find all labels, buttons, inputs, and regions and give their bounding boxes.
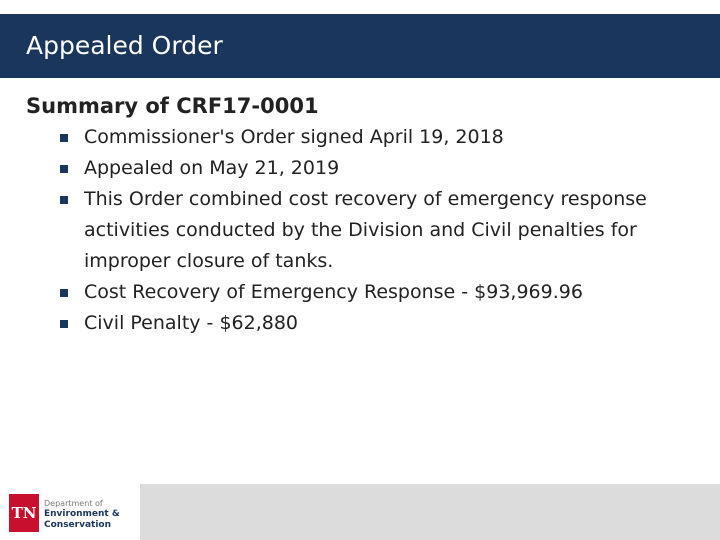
bullet-item <box>60 308 696 339</box>
summary-heading: Summary of CRF17-0001 <box>26 94 319 118</box>
bullet-text: This Order combined cost recovery of emergency response activities conducted by the Division and Civil penalties for improper closure of tanks. <box>84 188 647 272</box>
logo-wordmark <box>44 499 138 531</box>
square-bullet-icon <box>60 134 68 142</box>
slide-body <box>26 90 696 339</box>
bullet-item <box>60 153 696 184</box>
bullet-item <box>60 277 696 308</box>
title-bar <box>0 14 720 78</box>
bullet-list <box>26 122 696 339</box>
square-bullet-icon <box>60 320 68 328</box>
bullet-item <box>60 122 696 153</box>
square-bullet-icon <box>60 289 68 297</box>
square-bullet-icon <box>60 196 68 204</box>
logo-conservation-text: Conservation <box>44 520 112 530</box>
bullet-text: Appealed on May 21, 2019 <box>84 157 340 179</box>
logo-environment-text: Environment & <box>44 509 120 519</box>
bullet-text: Civil Penalty - $62,880 <box>84 312 299 334</box>
bullet-text: Cost Recovery of Emergency Response - $93,969.96 <box>84 281 583 303</box>
logo-dept-text: Department of <box>44 499 103 508</box>
tn-badge-icon: TN <box>9 494 39 532</box>
square-bullet-icon <box>60 165 68 173</box>
bullet-item <box>60 184 696 277</box>
bullet-text: Commissioner's Order signed April 19, 2018 <box>84 126 504 148</box>
slide-title: Appealed Order <box>26 31 223 60</box>
